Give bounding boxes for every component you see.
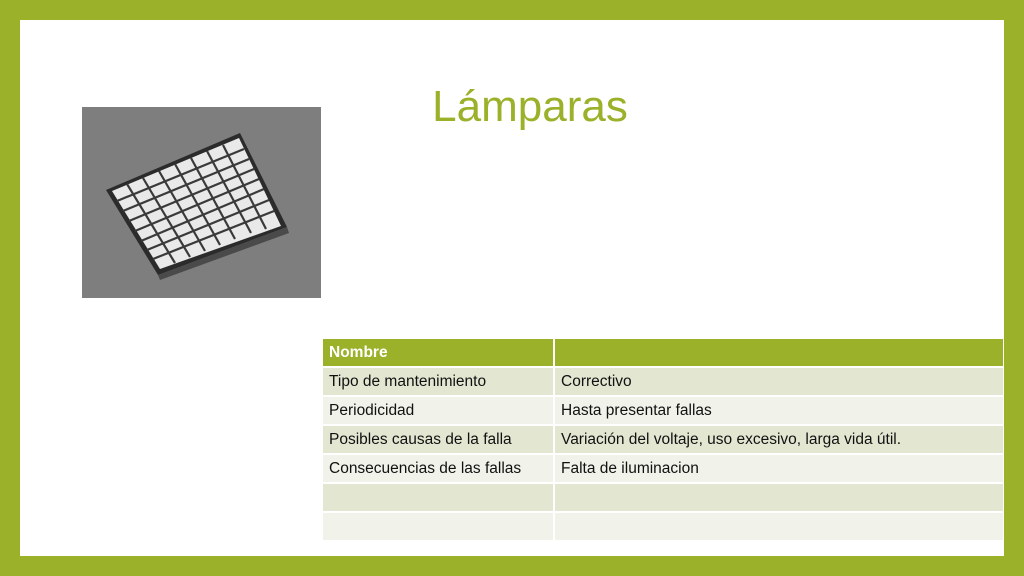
- table-row: [323, 513, 1003, 540]
- table-row: [323, 455, 1003, 482]
- table-cell-value: Falta de iluminacion: [555, 455, 1003, 482]
- table-row: [323, 368, 1003, 395]
- table-cell-value: Hasta presentar fallas: [555, 397, 1003, 424]
- table-cell-label: Periodicidad: [323, 397, 553, 424]
- table-cell-value: [555, 484, 1003, 511]
- slide-title: Lámparas: [432, 82, 628, 131]
- table-cell-label: [323, 513, 553, 540]
- table-cell-label: Tipo de mantenimiento: [323, 368, 553, 395]
- table-cell-label: Nombre: [323, 339, 553, 366]
- ceiling-lamp-image: [82, 107, 321, 298]
- table-cell-label: Posibles causas de la falla: [323, 426, 553, 453]
- table-cell-value: Variación del voltaje, uso excesivo, larga vida útil.: [555, 426, 1003, 453]
- table-cell-value: [555, 339, 1003, 366]
- table-cell-value: Correctivo: [555, 368, 1003, 395]
- table-header-row: [323, 339, 1003, 366]
- table-cell-label: [323, 484, 553, 511]
- ceiling-lamp-grid-icon: [82, 107, 321, 298]
- table-cell-label: Consecuencias de las fallas: [323, 455, 553, 482]
- table-row: [323, 426, 1003, 453]
- table-cell-value: [555, 513, 1003, 540]
- table-row: [323, 397, 1003, 424]
- slide: [20, 20, 1004, 556]
- maintenance-table: [321, 337, 1004, 542]
- table-row: [323, 484, 1003, 511]
